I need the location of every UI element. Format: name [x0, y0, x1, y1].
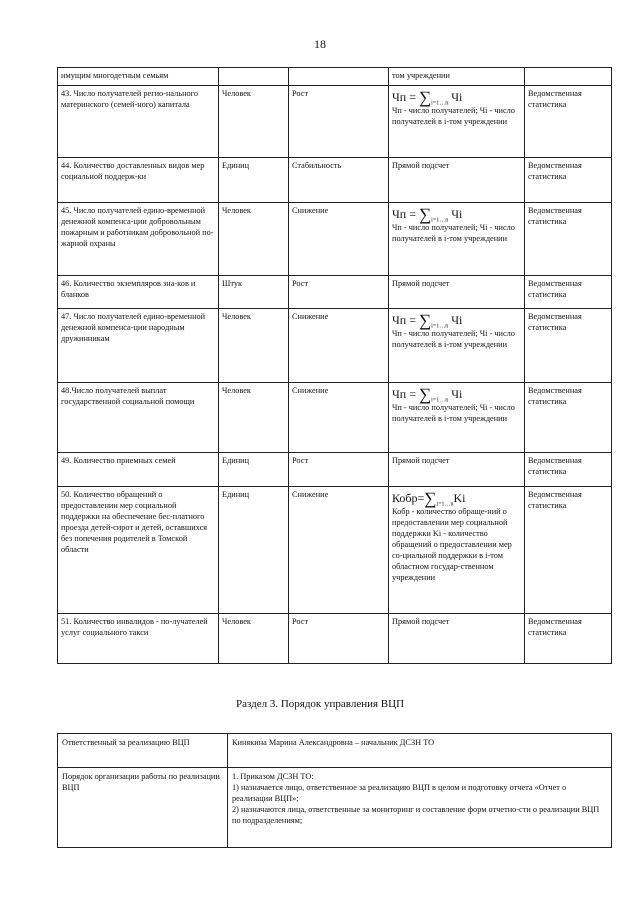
table-row [58, 158, 612, 203]
formula: $Кобр=\sum_{i=1\dots n}Ki$ [392, 489, 466, 508]
table-row [58, 276, 612, 309]
source-cell: Ведомственная статистика [525, 203, 612, 276]
list-item: 1. Приказом ДСЗН ТО: [232, 772, 314, 781]
trend-cell: Снижение [289, 309, 389, 383]
indicator-name: 47. Число получателей едино-временной денежной компенса-ции народным дружинникам [58, 309, 219, 383]
indicator-name: 50. Количество обращений о предоставлении мер социальной поддержки на обеспечение бес-платного проезда детей-сирот и детей, оставшихся без попечения родителей в Томской области [58, 487, 219, 614]
method-cell [389, 383, 525, 453]
table-row [58, 86, 612, 158]
trend-cell: Рост [289, 276, 389, 309]
row-label: Ответственный за реализацию ВЦП [58, 734, 228, 768]
formula: Чп = $\sum_{i=1\dots n}$ Чi [392, 311, 463, 330]
formula-legend: Чп - число получателей; Чi - число получателей в i-том учреждении [392, 106, 515, 126]
method-cell [389, 203, 525, 276]
method-cell: Прямой подсчет [389, 453, 525, 487]
source-cell: Ведомственная статистика [525, 276, 612, 309]
table-row [58, 734, 612, 768]
trend-cell: Снижение [289, 203, 389, 276]
method-cell [389, 86, 525, 158]
table-row [58, 203, 612, 276]
indicator-name: 51. Количество инвалидов - по-лучателей услуг социального такси [58, 614, 219, 664]
method-cell: Прямой подсчет [389, 276, 525, 309]
trend-cell: Снижение [289, 487, 389, 614]
trend-cell: Рост [289, 453, 389, 487]
source-cell: Ведомственная статистика [525, 383, 612, 453]
trend-cell [289, 68, 389, 86]
formula-legend: Чп - число получателей; Чi - число получателей в i-том учреждении [392, 403, 515, 423]
unit-cell [219, 68, 289, 86]
source-cell: Ведомственная статистика [525, 86, 612, 158]
unit-cell: Человек [219, 86, 289, 158]
table-row [58, 614, 612, 664]
table-row [58, 383, 612, 453]
source-cell [525, 68, 612, 86]
formula: Чп = $\sum_{i=1\dots n}$ Чi [392, 88, 463, 107]
trend-cell: Снижение [289, 383, 389, 453]
unit-cell: Человек [219, 383, 289, 453]
indicator-name: 46. Количество экземпляров зна-ков и бланков [58, 276, 219, 309]
method-cell [389, 487, 525, 614]
source-cell: Ведомственная статистика [525, 614, 612, 664]
indicator-name: 48.Число получателей выплат государственной социальной помощи [58, 383, 219, 453]
unit-cell: Человек [219, 614, 289, 664]
method-cell: Прямой подсчет [389, 158, 525, 203]
list-item: 2) назначаются лица, ответственные за мониторинг и составление форм отчетно-сти о реализации ВЦП по подразделениям; [232, 805, 600, 825]
indicator-name: имущим многодетным семьям [58, 68, 219, 86]
trend-cell: Рост [289, 86, 389, 158]
indicator-name: 44. Количество доставленных видов мер социальной поддерж-ки [58, 158, 219, 203]
unit-cell: Единиц [219, 158, 289, 203]
unit-cell: Штук [219, 276, 289, 309]
trend-cell: Рост [289, 614, 389, 664]
management-table [57, 733, 612, 848]
unit-cell: Единиц [219, 453, 289, 487]
indicator-name: 43. Число получателей регио-нального материнского (семей-ного) капитала [58, 86, 219, 158]
page-number: 18 [314, 37, 326, 51]
indicators-table [57, 67, 612, 664]
table-row [58, 453, 612, 487]
source-cell: Ведомственная статистика [525, 487, 612, 614]
formula-legend: Кобр - количество обраще-ний о предоставлении мер социальной поддержки Ki - количество обращений о предоставлении мер со-циальной поддержки в i-том областном государ-ственном учреждении [392, 507, 512, 582]
unit-cell: Человек [219, 203, 289, 276]
source-cell: Ведомственная статистика [525, 453, 612, 487]
method-cell: Прямой подсчет [389, 614, 525, 664]
source-cell: Ведомственная статистика [525, 158, 612, 203]
table-row [58, 487, 612, 614]
method-cell: том учреждении [389, 68, 525, 86]
unit-cell: Единиц [219, 487, 289, 614]
row-label: Порядок организации работы по реализации ВЦП [58, 768, 228, 848]
indicator-name: 49. Количество приемных семей [58, 453, 219, 487]
source-cell: Ведомственная статистика [525, 309, 612, 383]
section-title: Раздел 3. Порядок управления ВЦП [235, 698, 405, 710]
method-cell [389, 309, 525, 383]
formula-legend: Чп - число получателей; Чi - число получателей в i-том учреждении [392, 329, 515, 349]
trend-cell: Стабильность [289, 158, 389, 203]
table-row-continued [58, 68, 612, 86]
row-value [228, 768, 612, 848]
table-row [58, 768, 612, 848]
formula: Чп = $\sum_{i=1\dots n}$ Чi [392, 385, 463, 404]
indicator-name: 45. Число получателей едино-временной денежной компенса-ции добровольным пожарным и работникам добровольной по-жарной охраны [58, 203, 219, 276]
table-row [58, 309, 612, 383]
list-item: 1) назначается лицо, ответственное за реализацию ВЦП в целом и подготовку отчета «Отчет о реализации ВЦП»; [232, 783, 567, 803]
row-value: Кинякина Марина Александровна – начальник ДСЗН ТО [228, 734, 612, 768]
formula-legend: Чп - число получателей; Чi - число получателей в i-том учреждении [392, 223, 515, 243]
unit-cell: Человек [219, 309, 289, 383]
formula: Чп = $\sum_{i=1\dots n}$ Чi [392, 205, 463, 224]
